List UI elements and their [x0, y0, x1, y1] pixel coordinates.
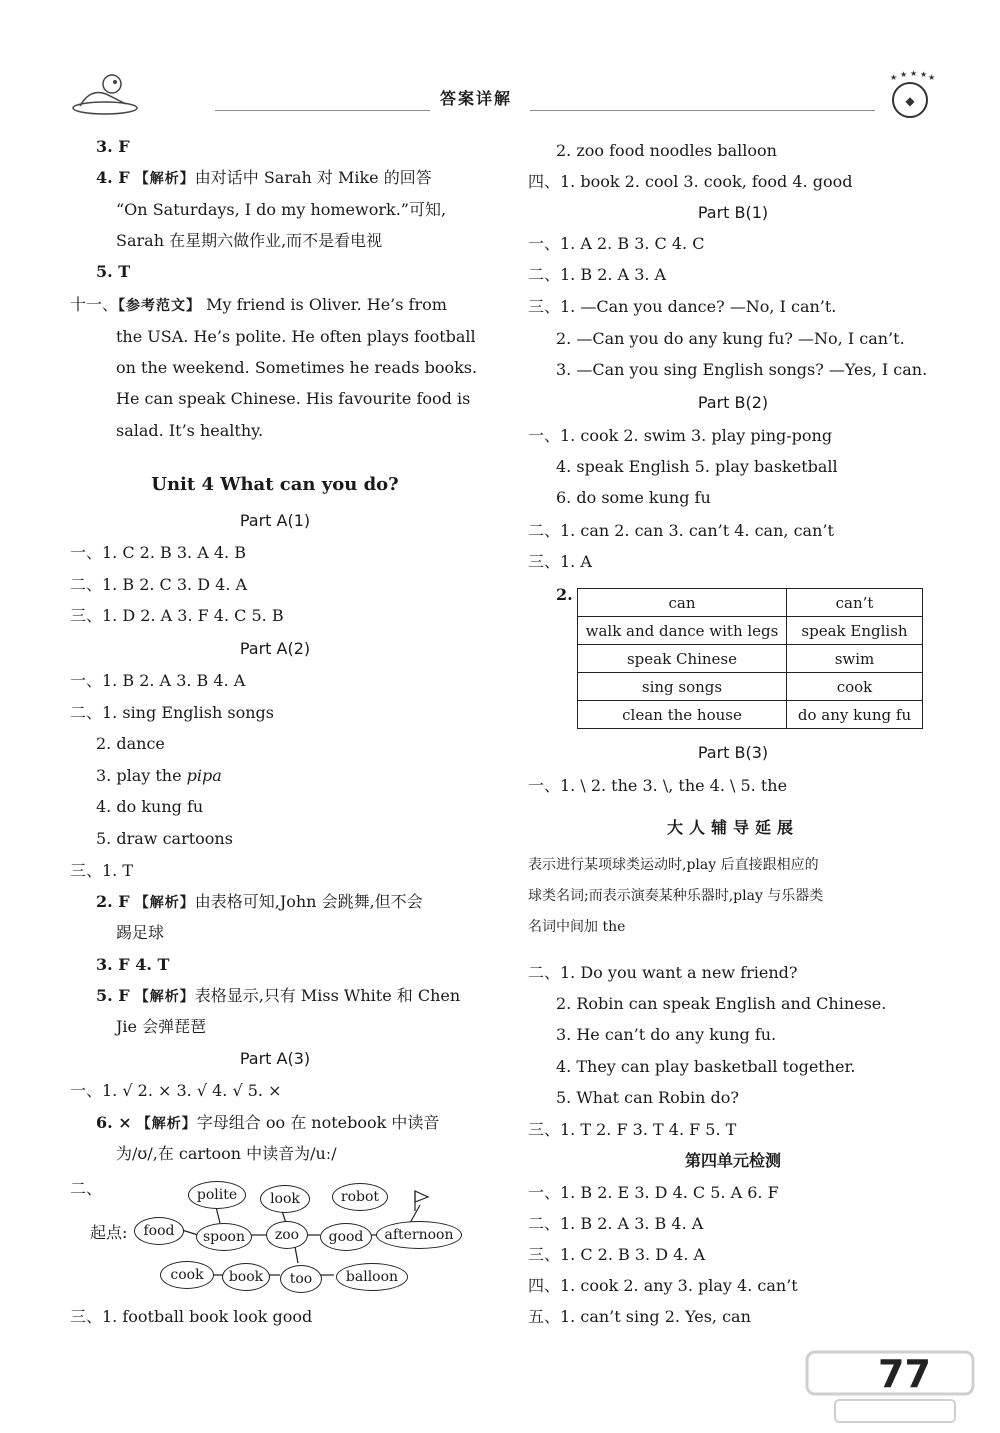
header-title: 答案详解 [440, 89, 513, 108]
word-bubble: polite [188, 1181, 246, 1209]
answer-line: 2. [556, 585, 573, 604]
answer-line: 二、1. Do you want a new friend? [528, 963, 798, 982]
tutor-note-line: 球类名词;而表示演奏某种乐器时,play 与乐器类 [528, 888, 824, 904]
answer-line: 一、1. C 2. B 3. A 4. B [70, 543, 246, 562]
answer-line [96, 892, 423, 913]
answer-line: 二、1. B 2. A 3. B 4. A [528, 1214, 704, 1233]
header-rule-right [530, 110, 875, 111]
answer-line: 三、1. football book look good [70, 1307, 313, 1326]
answer-line: 踢足球 [116, 923, 165, 942]
answer-line: 3. He can’t do any kung fu. [556, 1025, 777, 1044]
answer-line: 二、1. B 2. A 3. A [528, 265, 667, 284]
answer-line [96, 168, 432, 189]
can-cant-table [577, 588, 923, 729]
answer-line: 一、1. B 2. E 3. D 4. C 5. A 6. F [528, 1183, 779, 1202]
answer-line: Jie 会弹琵琶 [116, 1017, 207, 1036]
answer-line: 一、1. B 2. A 3. B 4. A [70, 671, 246, 690]
header-rule-left [215, 110, 430, 111]
table-cell: speak English [787, 617, 923, 645]
svg-text:★: ★ [928, 73, 936, 82]
table-row [578, 701, 923, 729]
answer-line: 一、1. \ 2. the 3. \, the 4. \ 5. the [528, 776, 788, 795]
tutor-extension-title: 大人辅导延展 [666, 818, 799, 837]
answer-line: 三、1. A [528, 552, 592, 571]
essay-text: My friend is Oliver. He’s from [206, 295, 447, 314]
answer-text: 3. play the [96, 766, 187, 785]
table-cell: speak Chinese [578, 645, 787, 673]
answer-line: 三、1. T 2. F 3. T 4. F 5. T [528, 1120, 737, 1139]
mascot-logo-icon [70, 70, 140, 118]
answer-line: 2. —Can you do any kung fu? —No, I can’t. [556, 329, 905, 348]
table-row [578, 617, 923, 645]
answer-line: 二、1. sing English songs [70, 703, 274, 722]
answer-line: 2. dance [96, 734, 165, 753]
answer-line: 2. Robin can speak English and Chinese. [556, 994, 887, 1013]
essay-line: on the weekend. Sometimes he reads books. [116, 358, 478, 377]
word-bubble: book [222, 1263, 270, 1291]
answer-line: 4. speak English 5. play basketball [556, 457, 838, 476]
answer-line: 三、1. C 2. B 3. D 4. A [528, 1245, 706, 1264]
svg-text:★: ★ [900, 70, 908, 79]
word-bubble: cook [160, 1261, 214, 1289]
answer-line: 一、1. √ 2. × 3. √ 4. √ 5. × [70, 1081, 282, 1100]
table-cell: walk and dance with legs [578, 617, 787, 645]
svg-text:◆: ◆ [905, 94, 915, 108]
table-cell: cook [787, 673, 923, 701]
part-heading: Part B(2) [697, 393, 769, 412]
answer-line: 5. draw cartoons [96, 829, 233, 848]
answer-line: 三、1. —Can you dance? —No, I can’t. [528, 297, 837, 316]
word-bubble: food [134, 1217, 184, 1245]
answer-line: 四、1. cook 2. any 3. play 4. can’t [528, 1276, 798, 1295]
answer-line: 三、1. D 2. A 3. F 4. C 5. B [70, 606, 284, 625]
svg-text:★: ★ [910, 70, 918, 78]
answer-line: 二、1. can 2. can 3. can’t 4. can, can’t [528, 521, 834, 540]
word-bubble: good [320, 1223, 372, 1251]
unit-title: Unit 4 What can you do? [151, 474, 399, 495]
part-heading: Part A(2) [239, 639, 311, 658]
table-header-cell: can’t [787, 589, 923, 617]
table-cell: sing songs [578, 673, 787, 701]
item-number: 5. F [96, 986, 130, 1005]
table-row [578, 645, 923, 673]
word-bubble: balloon [336, 1263, 408, 1291]
analysis-text: 表格显示,只有 Miss White 和 Chen [194, 986, 461, 1005]
part-heading: Part A(1) [239, 511, 311, 530]
analysis-text: 字母组合 oo 在 notebook 中读音 [196, 1113, 440, 1132]
tutor-note-line: 名词中间加 the [528, 919, 626, 935]
analysis-tag: 【解析】 [134, 895, 195, 911]
part-heading: Part B(1) [697, 203, 769, 222]
sample-essay-tag: 【参考范文】 [118, 298, 202, 314]
answer-line: Sarah 在星期六做作业,而不是看电视 [116, 231, 383, 250]
unit-test-title: 第四单元检测 [684, 1151, 781, 1170]
answer-line [96, 1113, 439, 1134]
table-cell: swim [787, 645, 923, 673]
item-number: 4. F [96, 168, 130, 187]
page-number: 77 [878, 1352, 931, 1396]
word-bubble: too [280, 1265, 322, 1293]
answer-line: 一、1. cook 2. swim 3. play ping-pong [528, 426, 833, 445]
table-header-row [578, 589, 923, 617]
brand-badge-icon [880, 70, 940, 120]
analysis-text: 由表格可知,John 会跳舞,但不会 [194, 892, 423, 911]
analysis-tag: 【解析】 [136, 1116, 197, 1132]
answer-line: 3. —Can you sing English songs? —Yes, I can. [556, 360, 928, 379]
answer-line: 2. zoo food noodles balloon [556, 141, 777, 160]
svg-text:★: ★ [890, 73, 898, 82]
answer-line: 3. F [96, 137, 130, 156]
answer-line [70, 295, 447, 316]
item-number: 6. × [96, 1113, 132, 1132]
word-path-diagram [70, 1175, 480, 1305]
essay-line: salad. It’s healthy. [116, 421, 264, 440]
table-row [578, 673, 923, 701]
answer-line [96, 986, 460, 1007]
tutor-note-line: 表示进行某项球类运动时,play 后直接跟相应的 [528, 857, 819, 873]
answer-line: 5. T [96, 262, 131, 281]
svg-text:★: ★ [920, 70, 928, 79]
answer-line: 4. They can play basketball together. [556, 1057, 856, 1076]
answer-line: 6. do some kung fu [556, 488, 711, 507]
answer-line [96, 766, 222, 786]
table-header-cell: can [578, 589, 787, 617]
answer-line: 一、1. A 2. B 3. C 4. C [528, 234, 705, 253]
answer-line: 二、 [70, 1179, 103, 1198]
analysis-tag: 【解析】 [134, 989, 195, 1005]
word-bubble: afternoon [376, 1221, 462, 1249]
part-heading: Part B(3) [697, 743, 769, 762]
answer-line: “On Saturdays, I do my homework.”可知, [116, 200, 447, 219]
word-bubble: zoo [266, 1221, 308, 1249]
essay-line: He can speak Chinese. His favourite food is [116, 389, 471, 408]
answer-line: 5. What can Robin do? [556, 1088, 739, 1107]
table-cell: clean the house [578, 701, 787, 729]
essay-line: the USA. He’s polite. He often plays football [116, 327, 476, 346]
item-number: 2. F [96, 892, 130, 911]
answer-line: 四、1. book 2. cool 3. cook, food 4. good [528, 172, 853, 191]
table-cell: do any kung fu [787, 701, 923, 729]
answer-line: 为/ʊ/,在 cartoon 中读音为/uː/ [116, 1144, 337, 1163]
answer-line: 五、1. can’t sing 2. Yes, can [528, 1307, 751, 1326]
word-bubble: spoon [196, 1223, 252, 1251]
answer-italic: pipa [186, 766, 222, 785]
word-bubble: robot [332, 1183, 388, 1211]
analysis-tag: 【解析】 [134, 171, 195, 187]
answer-line: 二、1. B 2. C 3. D 4. A [70, 575, 248, 594]
answer-line: 三、1. T [70, 861, 134, 880]
word-bubble: look [260, 1185, 310, 1213]
analysis-text: 由对话中 Sarah 对 Mike 的回答 [194, 168, 432, 187]
answer-line: 3. F 4. T [96, 955, 170, 974]
page-header [0, 70, 1000, 130]
start-label: 起点: [90, 1223, 128, 1242]
section-number: 十一、 [70, 295, 119, 314]
answer-line: 4. do kung fu [96, 797, 204, 816]
part-heading: Part A(3) [239, 1049, 311, 1068]
